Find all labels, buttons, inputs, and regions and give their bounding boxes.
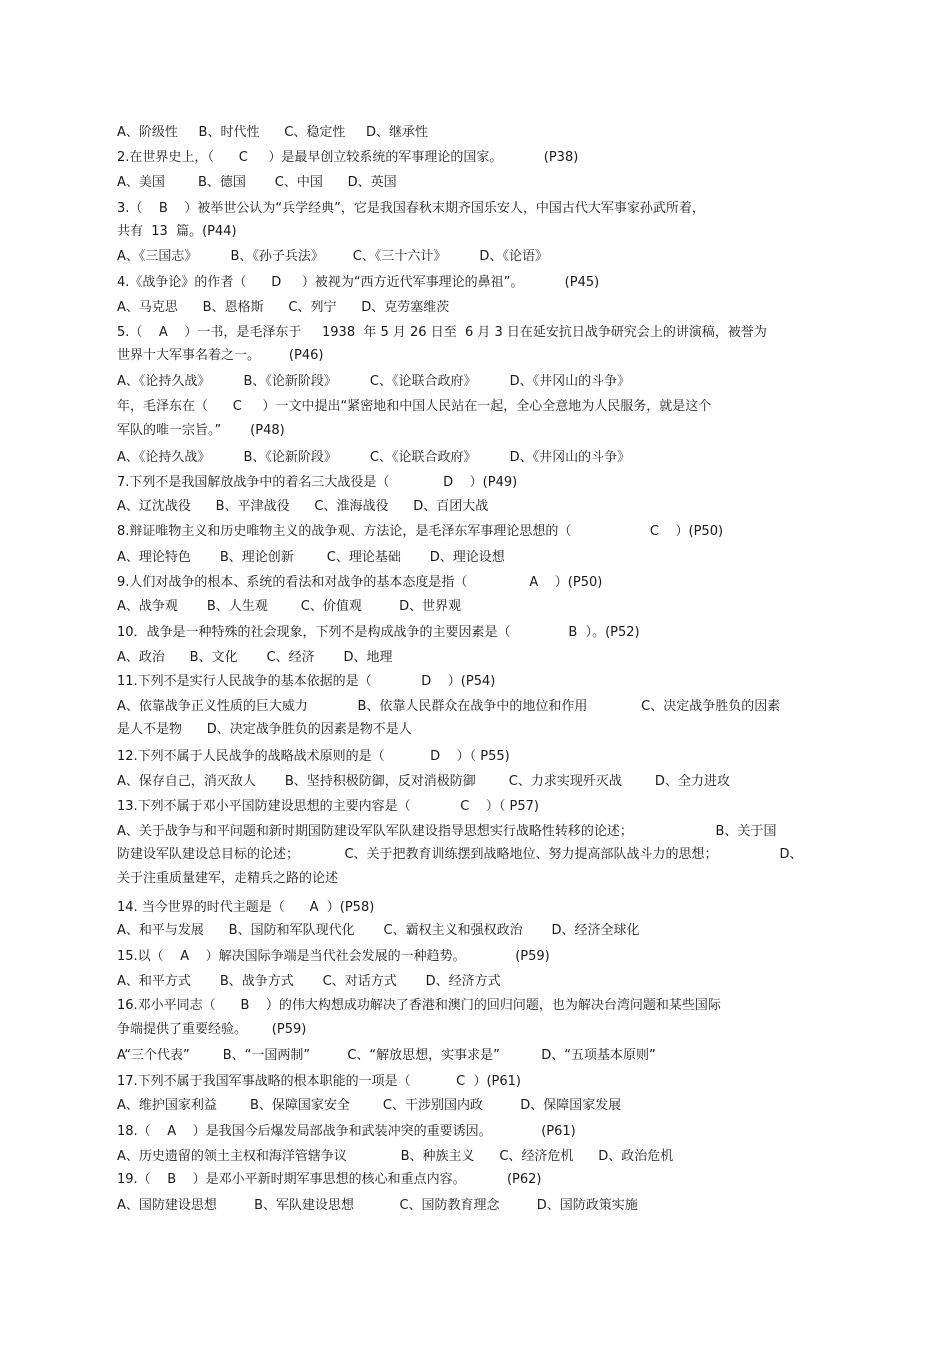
question-line: 13.下列不属于邓小平国防建设思想的主要内容是（ C ）（ P57) [117, 799, 539, 814]
question-line: 9.人们对战争的根本、系统的看法和对战争的基本态度是指（ A ）(P50) [117, 575, 603, 590]
question-line: 11.下列不是实行人民战争的基本依据的是（ D ）(P54) [117, 674, 496, 689]
text-line: 是人不是物 D、决定战争胜负的因素是物不是人 [117, 722, 412, 737]
question-line: 7.下列不是我国解放战争中的着名三大战役是（ D ）(P49) [117, 475, 518, 490]
question-line: 8.辩证唯物主义和历史唯物主义的战争观、方法论，是毛泽东军事理论思想的（ C ）(P50) [117, 524, 724, 539]
text-line: 关于注重质量建军，走精兵之路的论述 [117, 871, 339, 886]
text-line: A、依靠战争正义性质的巨大威力 B、依靠人民群众在战争中的地位和作用 C、决定战争胜负的因素 [117, 699, 781, 714]
question-line: 16.邓小平同志（ B ）的伟大构想成功解决了香港和澳门的回归问题，也为解决台湾问题和某些国际 [117, 998, 721, 1013]
text-line: 防建设军队建设总目标的论述； C、关于把教育训练摆到战略地位、努力提高部队战斗力的思想； D、 [117, 847, 803, 862]
text-line: A、战争观 B、人生观 C、价值观 D、世界观 [117, 599, 462, 614]
question-line: 年，毛泽东在（ C ）一文中提出“紧密地和中国人民站在一起，全心全意地为人民服务，就是这个 [117, 399, 712, 414]
question-line: 14. 当今世界的时代主题是（ A ）(P58) [117, 900, 375, 915]
question-line: 15.以（ A ）解决国际争端是当代社会发展的一种趋势。 (P59) [117, 949, 550, 964]
text-line: 共有 13 篇。(P44) [117, 224, 237, 239]
text-line: A、国防建设思想 B、军队建设思想 C、国防教育理念 D、国防政策实施 [117, 1198, 638, 1213]
text-line: A“三个代表” B、“一国两制” C、“解放思想，实事求是” D、“五项基本原则” [117, 1048, 656, 1063]
text-line: A、保存自己，消灭敌人 B、坚持积极防御，反对消极防御 C、力求实现歼灭战 D、全力进攻 [117, 774, 730, 789]
question-line: 12.下列不属于人民战争的战略战术原则的是（ D ）（ P55) [117, 749, 510, 764]
text-line: A、辽沈战役 B、平津战役 C、淮海战役 D、百团大战 [117, 499, 489, 514]
text-line: A、政治 B、文化 C、经济 D、地理 [117, 650, 393, 665]
question-line: 10．战争是一种特殊的社会现象，下列不是构成战争的主要因素是（ B ）。(P52) [117, 625, 640, 640]
text-line: 军队的唯一宗旨。” (P48) [117, 423, 285, 438]
text-line: A、关于战争与和平问题和新时期国防建设军队军队建设指导思想实行战略性转移的论述； B、关于国 [117, 824, 777, 839]
text-line: A、《论持久战》 B、《论新阶段》 C、《论联合政府》 D、《井冈山的斗争》 [117, 374, 631, 389]
text-line: A、马克思 B、恩格斯 C、列宁 D、克劳塞维茨 [117, 300, 450, 315]
text-line: A、历史遗留的领土主权和海洋管辖争议 B、种族主义 C、经济危机 D、政治危机 [117, 1149, 674, 1164]
question-line: 2.在世界史上，（ C ）是最早创立较系统的军事理论的国家。 (P38) [117, 150, 579, 165]
text-line: A、和平与发展 B、国防和军队现代化 C、霸权主义和强权政治 D、经济全球化 [117, 923, 640, 938]
text-line: A、《三国志》 B、《孙子兵法》 C、《三十六计》 D、《论语》 [117, 249, 548, 264]
text-line: A、阶级性 B、时代性 C、稳定性 D、继承性 [117, 125, 429, 140]
question-line: 5.（ A ）一书，是毛泽东于 1938 年 5 月 26 日至 6 月 3 日在延安抗日战争研究会上的讲演稿，被誉为 [117, 325, 767, 340]
text-line: 世界十大军事名着之一。 (P46) [117, 348, 324, 363]
question-line: 17.下列不属于我国军事战略的根本职能的一项是（ C ）(P61) [117, 1074, 521, 1089]
question-line: 4.《战争论》的作者（ D ）被视为“西方近代军事理论的鼻祖”。 (P45) [117, 275, 600, 290]
question-line: 3.（ B ）被举世公认为“兵学经典”，它是我国春秋末期齐国乐安人，中国古代大军事家孙武所着， [117, 201, 705, 216]
question-line: 19.（ B ）是邓小平新时期军事思想的核心和重点内容。 (P62) [117, 1172, 542, 1187]
text-line: A、和平方式 B、战争方式 C、对话方式 D、经济方式 [117, 974, 501, 989]
question-line: 18.（ A ）是我国今后爆发局部战争和武装冲突的重要诱因。 (P61) [117, 1124, 576, 1139]
text-line: A、理论特色 B、理论创新 C、理论基础 D、理论设想 [117, 550, 505, 565]
text-line: 争端提供了重要经验。 (P59) [117, 1022, 307, 1037]
text-line: A、美国 B、德国 C、中国 D、英国 [117, 175, 397, 190]
text-line: A、维护国家利益 B、保障国家安全 C、干涉别国内政 D、保障国家发展 [117, 1098, 622, 1113]
text-line: A、《论持久战》 B、《论新阶段》 C、《论联合政府》 D、《井冈山的斗争》 [117, 450, 631, 465]
